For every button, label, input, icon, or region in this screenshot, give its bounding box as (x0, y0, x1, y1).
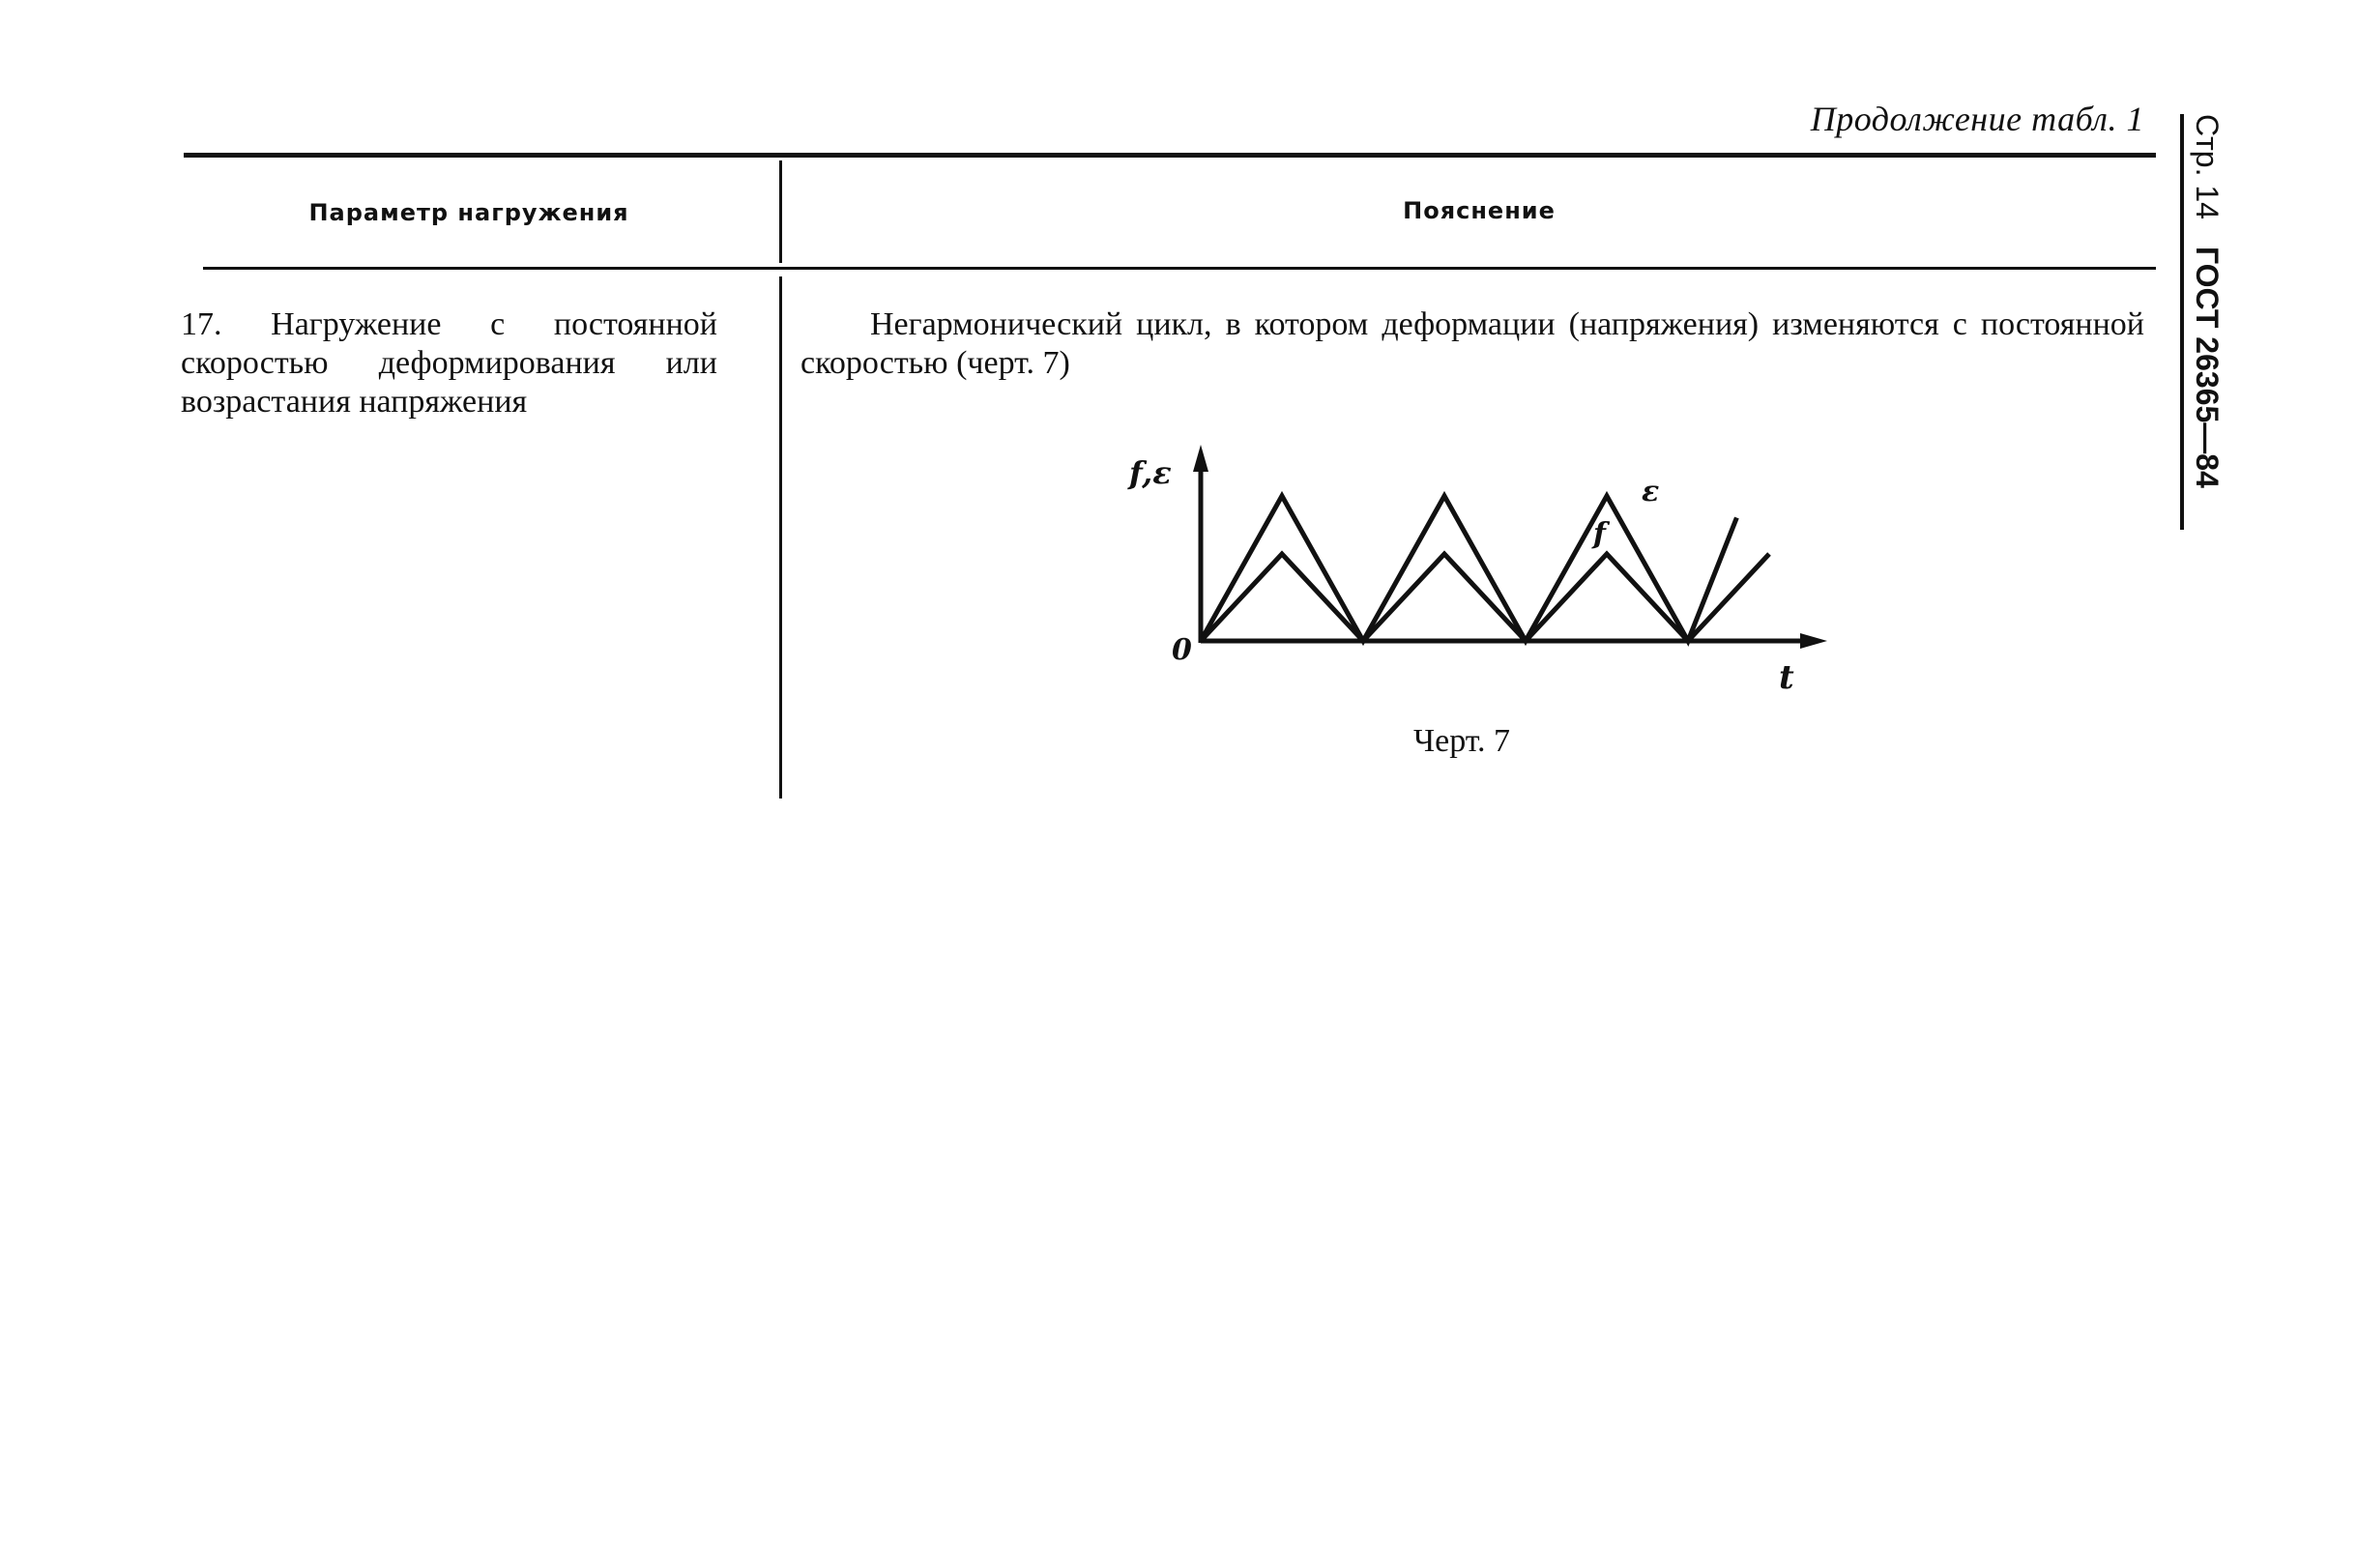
parameter-cell: 17. Нагружение с постоянной скоростью деформирования или возрастания напряжения (181, 306, 717, 420)
series-f-label: f (1593, 517, 1606, 551)
side-running-header (2180, 114, 2230, 530)
y-axis-arrow (1193, 445, 1208, 472)
explanation-cell: Негармонический цикл, в котором деформации (напряжения) изменяются с постоянной скоростью (черт. 7) (800, 306, 2144, 381)
table-continuation-label: Продолжение табл. 1 (1810, 100, 2144, 138)
series-epsilon-label: ε (1642, 475, 1660, 508)
column-divider-body (779, 276, 782, 799)
figure-caption: Черт. 7 (1413, 723, 1511, 759)
figure-chart (1112, 435, 1847, 725)
standard-number: ГОСТ 26365—84 (2190, 246, 2226, 488)
column-divider-header (779, 160, 782, 263)
y-axis-label: f,ε (1129, 454, 1172, 491)
column-header-parameter: Параметр нагружения (308, 199, 629, 226)
column-header-explanation: Пояснение (1403, 197, 1556, 224)
table-header-rule (203, 267, 2156, 270)
series-epsilon-line (1201, 496, 1736, 641)
x-axis-arrow (1800, 633, 1827, 649)
x-axis-label: t (1779, 658, 1794, 697)
origin-label: 0 (1172, 633, 1192, 667)
page-number: Стр. 14 (2190, 114, 2226, 219)
table-top-rule (184, 153, 2156, 158)
